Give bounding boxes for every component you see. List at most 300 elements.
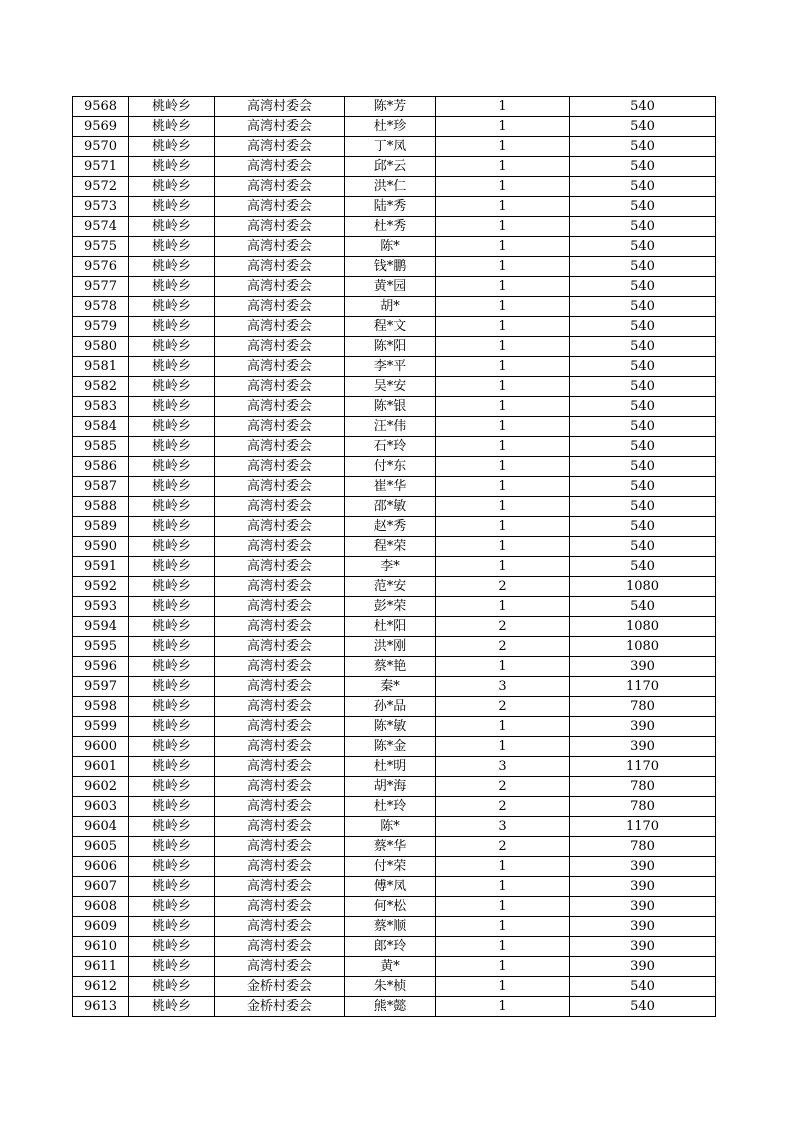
village-committee-cell: 高湾村委会 xyxy=(215,137,345,157)
table-row xyxy=(73,397,716,417)
household-count-cell: 2 xyxy=(436,837,570,857)
township-cell: 桃岭乡 xyxy=(129,477,215,497)
village-committee-cell: 高湾村委会 xyxy=(215,657,345,677)
household-count-cell: 1 xyxy=(436,597,570,617)
name-cell: 孙*品 xyxy=(345,697,436,717)
serial-number-cell: 9595 xyxy=(73,637,129,657)
village-committee-cell: 高湾村委会 xyxy=(215,317,345,337)
serial-number-cell: 9581 xyxy=(73,357,129,377)
name-cell: 郎*玲 xyxy=(345,937,436,957)
amount-cell: 540 xyxy=(570,417,716,437)
township-cell: 桃岭乡 xyxy=(129,977,215,997)
serial-number-cell: 9582 xyxy=(73,377,129,397)
household-count-cell: 1 xyxy=(436,657,570,677)
township-cell: 桃岭乡 xyxy=(129,557,215,577)
name-cell: 陈* xyxy=(345,817,436,837)
name-cell: 钱*鹏 xyxy=(345,257,436,277)
village-committee-cell: 高湾村委会 xyxy=(215,397,345,417)
name-cell: 付*荣 xyxy=(345,857,436,877)
name-cell: 秦* xyxy=(345,677,436,697)
village-committee-cell: 高湾村委会 xyxy=(215,957,345,977)
township-cell: 桃岭乡 xyxy=(129,517,215,537)
table-row xyxy=(73,777,716,797)
name-cell: 陈*敏 xyxy=(345,717,436,737)
village-committee-cell: 高湾村委会 xyxy=(215,817,345,837)
serial-number-cell: 9572 xyxy=(73,177,129,197)
serial-number-cell: 9586 xyxy=(73,457,129,477)
serial-number-cell: 9585 xyxy=(73,437,129,457)
household-count-cell: 1 xyxy=(436,277,570,297)
village-committee-cell: 高湾村委会 xyxy=(215,717,345,737)
amount-cell: 1080 xyxy=(570,637,716,657)
village-committee-cell: 高湾村委会 xyxy=(215,377,345,397)
village-committee-cell: 高湾村委会 xyxy=(215,857,345,877)
table-row xyxy=(73,837,716,857)
table-row xyxy=(73,817,716,837)
name-cell: 邱*云 xyxy=(345,157,436,177)
amount-cell: 390 xyxy=(570,657,716,677)
village-committee-cell: 高湾村委会 xyxy=(215,277,345,297)
household-count-cell: 2 xyxy=(436,797,570,817)
table-row xyxy=(73,297,716,317)
serial-number-cell: 9594 xyxy=(73,617,129,637)
table-row xyxy=(73,257,716,277)
serial-number-cell: 9610 xyxy=(73,937,129,957)
amount-cell: 540 xyxy=(570,317,716,337)
serial-number-cell: 9609 xyxy=(73,917,129,937)
township-cell: 桃岭乡 xyxy=(129,117,215,137)
serial-number-cell: 9577 xyxy=(73,277,129,297)
township-cell: 桃岭乡 xyxy=(129,917,215,937)
table-row xyxy=(73,677,716,697)
table-row xyxy=(73,197,716,217)
township-cell: 桃岭乡 xyxy=(129,457,215,477)
data-table xyxy=(72,96,716,1017)
household-count-cell: 1 xyxy=(436,397,570,417)
amount-cell: 540 xyxy=(570,157,716,177)
village-committee-cell: 高湾村委会 xyxy=(215,477,345,497)
household-count-cell: 1 xyxy=(436,937,570,957)
township-cell: 桃岭乡 xyxy=(129,257,215,277)
township-cell: 桃岭乡 xyxy=(129,677,215,697)
village-committee-cell: 高湾村委会 xyxy=(215,577,345,597)
name-cell: 杜*玲 xyxy=(345,797,436,817)
village-committee-cell: 高湾村委会 xyxy=(215,737,345,757)
name-cell: 洪*仁 xyxy=(345,177,436,197)
household-count-cell: 1 xyxy=(436,437,570,457)
amount-cell: 1170 xyxy=(570,817,716,837)
village-committee-cell: 高湾村委会 xyxy=(215,537,345,557)
table-row xyxy=(73,117,716,137)
township-cell: 桃岭乡 xyxy=(129,777,215,797)
table-row xyxy=(73,597,716,617)
table-row xyxy=(73,857,716,877)
household-count-cell: 3 xyxy=(436,677,570,697)
village-committee-cell: 高湾村委会 xyxy=(215,237,345,257)
table-body xyxy=(73,97,716,1017)
table-row xyxy=(73,157,716,177)
village-committee-cell: 高湾村委会 xyxy=(215,177,345,197)
household-count-cell: 2 xyxy=(436,777,570,797)
table-row xyxy=(73,657,716,677)
table-row xyxy=(73,797,716,817)
table-row xyxy=(73,137,716,157)
amount-cell: 390 xyxy=(570,917,716,937)
name-cell: 石*玲 xyxy=(345,437,436,457)
township-cell: 桃岭乡 xyxy=(129,717,215,737)
township-cell: 桃岭乡 xyxy=(129,897,215,917)
household-count-cell: 1 xyxy=(436,257,570,277)
serial-number-cell: 9579 xyxy=(73,317,129,337)
serial-number-cell: 9611 xyxy=(73,957,129,977)
serial-number-cell: 9569 xyxy=(73,117,129,137)
table-row xyxy=(73,177,716,197)
name-cell: 杜*明 xyxy=(345,757,436,777)
name-cell: 杜*阳 xyxy=(345,617,436,637)
amount-cell: 540 xyxy=(570,217,716,237)
serial-number-cell: 9578 xyxy=(73,297,129,317)
serial-number-cell: 9593 xyxy=(73,597,129,617)
household-count-cell: 1 xyxy=(436,317,570,337)
village-committee-cell: 高湾村委会 xyxy=(215,357,345,377)
amount-cell: 540 xyxy=(570,537,716,557)
table-row xyxy=(73,737,716,757)
serial-number-cell: 9568 xyxy=(73,97,129,117)
name-cell: 程*文 xyxy=(345,317,436,337)
household-count-cell: 2 xyxy=(436,617,570,637)
amount-cell: 540 xyxy=(570,97,716,117)
household-count-cell: 1 xyxy=(436,557,570,577)
table-row xyxy=(73,917,716,937)
village-committee-cell: 金桥村委会 xyxy=(215,997,345,1017)
household-count-cell: 1 xyxy=(436,977,570,997)
table-row xyxy=(73,957,716,977)
table-row xyxy=(73,317,716,337)
name-cell: 彭*荣 xyxy=(345,597,436,617)
amount-cell: 540 xyxy=(570,117,716,137)
household-count-cell: 1 xyxy=(436,877,570,897)
township-cell: 桃岭乡 xyxy=(129,417,215,437)
name-cell: 蔡*艳 xyxy=(345,657,436,677)
township-cell: 桃岭乡 xyxy=(129,137,215,157)
name-cell: 熊*懿 xyxy=(345,997,436,1017)
village-committee-cell: 高湾村委会 xyxy=(215,877,345,897)
village-committee-cell: 高湾村委会 xyxy=(215,437,345,457)
township-cell: 桃岭乡 xyxy=(129,757,215,777)
household-count-cell: 1 xyxy=(436,237,570,257)
township-cell: 桃岭乡 xyxy=(129,157,215,177)
name-cell: 蔡*顺 xyxy=(345,917,436,937)
name-cell: 吴*安 xyxy=(345,377,436,397)
village-committee-cell: 高湾村委会 xyxy=(215,417,345,437)
township-cell: 桃岭乡 xyxy=(129,577,215,597)
village-committee-cell: 高湾村委会 xyxy=(215,597,345,617)
name-cell: 朱*桢 xyxy=(345,977,436,997)
amount-cell: 390 xyxy=(570,877,716,897)
serial-number-cell: 9571 xyxy=(73,157,129,177)
amount-cell: 540 xyxy=(570,497,716,517)
table-row xyxy=(73,617,716,637)
amount-cell: 540 xyxy=(570,977,716,997)
serial-number-cell: 9601 xyxy=(73,757,129,777)
household-count-cell: 1 xyxy=(436,497,570,517)
serial-number-cell: 9576 xyxy=(73,257,129,277)
amount-cell: 540 xyxy=(570,377,716,397)
household-count-cell: 1 xyxy=(436,897,570,917)
township-cell: 桃岭乡 xyxy=(129,657,215,677)
table-row xyxy=(73,357,716,377)
household-count-cell: 1 xyxy=(436,857,570,877)
name-cell: 邵*敏 xyxy=(345,497,436,517)
serial-number-cell: 9602 xyxy=(73,777,129,797)
amount-cell: 390 xyxy=(570,897,716,917)
household-count-cell: 1 xyxy=(436,737,570,757)
household-count-cell: 3 xyxy=(436,817,570,837)
village-committee-cell: 高湾村委会 xyxy=(215,677,345,697)
table-row xyxy=(73,497,716,517)
township-cell: 桃岭乡 xyxy=(129,437,215,457)
table-row xyxy=(73,997,716,1017)
township-cell: 桃岭乡 xyxy=(129,317,215,337)
name-cell: 杜*秀 xyxy=(345,217,436,237)
household-count-cell: 1 xyxy=(436,377,570,397)
township-cell: 桃岭乡 xyxy=(129,537,215,557)
township-cell: 桃岭乡 xyxy=(129,217,215,237)
serial-number-cell: 9612 xyxy=(73,977,129,997)
village-committee-cell: 高湾村委会 xyxy=(215,97,345,117)
village-committee-cell: 高湾村委会 xyxy=(215,157,345,177)
amount-cell: 1080 xyxy=(570,577,716,597)
village-committee-cell: 高湾村委会 xyxy=(215,917,345,937)
household-count-cell: 2 xyxy=(436,697,570,717)
amount-cell: 540 xyxy=(570,237,716,257)
name-cell: 陆*秀 xyxy=(345,197,436,217)
table-row xyxy=(73,477,716,497)
amount-cell: 390 xyxy=(570,937,716,957)
name-cell: 丁*凤 xyxy=(345,137,436,157)
village-committee-cell: 高湾村委会 xyxy=(215,517,345,537)
name-cell: 黄*园 xyxy=(345,277,436,297)
amount-cell: 780 xyxy=(570,777,716,797)
amount-cell: 540 xyxy=(570,997,716,1017)
township-cell: 桃岭乡 xyxy=(129,277,215,297)
name-cell: 陈* xyxy=(345,237,436,257)
township-cell: 桃岭乡 xyxy=(129,997,215,1017)
serial-number-cell: 9573 xyxy=(73,197,129,217)
household-count-cell: 1 xyxy=(436,997,570,1017)
household-count-cell: 3 xyxy=(436,757,570,777)
township-cell: 桃岭乡 xyxy=(129,817,215,837)
village-committee-cell: 高湾村委会 xyxy=(215,257,345,277)
table-row xyxy=(73,757,716,777)
name-cell: 洪*刚 xyxy=(345,637,436,657)
household-count-cell: 1 xyxy=(436,177,570,197)
table-row xyxy=(73,637,716,657)
household-count-cell: 1 xyxy=(436,417,570,437)
amount-cell: 540 xyxy=(570,477,716,497)
name-cell: 陈*芳 xyxy=(345,97,436,117)
name-cell: 陈*阳 xyxy=(345,337,436,357)
household-count-cell: 1 xyxy=(436,157,570,177)
amount-cell: 540 xyxy=(570,137,716,157)
township-cell: 桃岭乡 xyxy=(129,377,215,397)
township-cell: 桃岭乡 xyxy=(129,597,215,617)
household-count-cell: 1 xyxy=(436,137,570,157)
township-cell: 桃岭乡 xyxy=(129,177,215,197)
amount-cell: 540 xyxy=(570,557,716,577)
amount-cell: 780 xyxy=(570,697,716,717)
amount-cell: 390 xyxy=(570,957,716,977)
village-committee-cell: 高湾村委会 xyxy=(215,797,345,817)
village-committee-cell: 高湾村委会 xyxy=(215,197,345,217)
serial-number-cell: 9600 xyxy=(73,737,129,757)
township-cell: 桃岭乡 xyxy=(129,837,215,857)
township-cell: 桃岭乡 xyxy=(129,237,215,257)
serial-number-cell: 9596 xyxy=(73,657,129,677)
table-row xyxy=(73,237,716,257)
serial-number-cell: 9598 xyxy=(73,697,129,717)
village-committee-cell: 高湾村委会 xyxy=(215,617,345,637)
amount-cell: 540 xyxy=(570,517,716,537)
name-cell: 陈*金 xyxy=(345,737,436,757)
table-row xyxy=(73,97,716,117)
township-cell: 桃岭乡 xyxy=(129,197,215,217)
township-cell: 桃岭乡 xyxy=(129,397,215,417)
table-row xyxy=(73,217,716,237)
serial-number-cell: 9599 xyxy=(73,717,129,737)
household-count-cell: 1 xyxy=(436,197,570,217)
household-count-cell: 2 xyxy=(436,637,570,657)
household-count-cell: 1 xyxy=(436,917,570,937)
township-cell: 桃岭乡 xyxy=(129,877,215,897)
serial-number-cell: 9574 xyxy=(73,217,129,237)
village-committee-cell: 高湾村委会 xyxy=(215,637,345,657)
village-committee-cell: 高湾村委会 xyxy=(215,757,345,777)
village-committee-cell: 高湾村委会 xyxy=(215,297,345,317)
amount-cell: 1170 xyxy=(570,677,716,697)
name-cell: 陈*银 xyxy=(345,397,436,417)
table-row xyxy=(73,517,716,537)
household-count-cell: 1 xyxy=(436,457,570,477)
name-cell: 崔*华 xyxy=(345,477,436,497)
table-row xyxy=(73,277,716,297)
amount-cell: 780 xyxy=(570,797,716,817)
amount-cell: 540 xyxy=(570,437,716,457)
township-cell: 桃岭乡 xyxy=(129,357,215,377)
village-committee-cell: 高湾村委会 xyxy=(215,937,345,957)
name-cell: 范*安 xyxy=(345,577,436,597)
township-cell: 桃岭乡 xyxy=(129,97,215,117)
name-cell: 黄* xyxy=(345,957,436,977)
household-count-cell: 1 xyxy=(436,97,570,117)
serial-number-cell: 9607 xyxy=(73,877,129,897)
name-cell: 李* xyxy=(345,557,436,577)
household-count-cell: 1 xyxy=(436,117,570,137)
table-row xyxy=(73,577,716,597)
township-cell: 桃岭乡 xyxy=(129,697,215,717)
table-row xyxy=(73,897,716,917)
name-cell: 赵*秀 xyxy=(345,517,436,537)
household-count-cell: 1 xyxy=(436,357,570,377)
table-row xyxy=(73,697,716,717)
table-row xyxy=(73,437,716,457)
village-committee-cell: 高湾村委会 xyxy=(215,497,345,517)
amount-cell: 540 xyxy=(570,357,716,377)
serial-number-cell: 9583 xyxy=(73,397,129,417)
serial-number-cell: 9580 xyxy=(73,337,129,357)
household-count-cell: 1 xyxy=(436,717,570,737)
name-cell: 汪*伟 xyxy=(345,417,436,437)
table-row xyxy=(73,557,716,577)
serial-number-cell: 9613 xyxy=(73,997,129,1017)
amount-cell: 540 xyxy=(570,397,716,417)
name-cell: 何*松 xyxy=(345,897,436,917)
amount-cell: 390 xyxy=(570,857,716,877)
village-committee-cell: 高湾村委会 xyxy=(215,217,345,237)
name-cell: 杜*珍 xyxy=(345,117,436,137)
village-committee-cell: 高湾村委会 xyxy=(215,697,345,717)
table-row xyxy=(73,457,716,477)
table-row xyxy=(73,337,716,357)
name-cell: 蔡*华 xyxy=(345,837,436,857)
serial-number-cell: 9592 xyxy=(73,577,129,597)
serial-number-cell: 9606 xyxy=(73,857,129,877)
township-cell: 桃岭乡 xyxy=(129,637,215,657)
township-cell: 桃岭乡 xyxy=(129,297,215,317)
village-committee-cell: 高湾村委会 xyxy=(215,337,345,357)
amount-cell: 390 xyxy=(570,717,716,737)
table-row xyxy=(73,977,716,997)
name-cell: 李*平 xyxy=(345,357,436,377)
table-row xyxy=(73,877,716,897)
village-committee-cell: 高湾村委会 xyxy=(215,557,345,577)
amount-cell: 1170 xyxy=(570,757,716,777)
serial-number-cell: 9603 xyxy=(73,797,129,817)
serial-number-cell: 9575 xyxy=(73,237,129,257)
serial-number-cell: 9570 xyxy=(73,137,129,157)
amount-cell: 1080 xyxy=(570,617,716,637)
serial-number-cell: 9605 xyxy=(73,837,129,857)
amount-cell: 540 xyxy=(570,257,716,277)
amount-cell: 390 xyxy=(570,737,716,757)
village-committee-cell: 高湾村委会 xyxy=(215,457,345,477)
name-cell: 付*东 xyxy=(345,457,436,477)
township-cell: 桃岭乡 xyxy=(129,937,215,957)
serial-number-cell: 9604 xyxy=(73,817,129,837)
household-count-cell: 2 xyxy=(436,577,570,597)
township-cell: 桃岭乡 xyxy=(129,617,215,637)
amount-cell: 540 xyxy=(570,197,716,217)
name-cell: 胡*海 xyxy=(345,777,436,797)
amount-cell: 540 xyxy=(570,297,716,317)
amount-cell: 780 xyxy=(570,837,716,857)
household-count-cell: 1 xyxy=(436,337,570,357)
household-count-cell: 1 xyxy=(436,537,570,557)
household-count-cell: 1 xyxy=(436,217,570,237)
township-cell: 桃岭乡 xyxy=(129,497,215,517)
household-count-cell: 1 xyxy=(436,297,570,317)
household-count-cell: 1 xyxy=(436,517,570,537)
amount-cell: 540 xyxy=(570,177,716,197)
township-cell: 桃岭乡 xyxy=(129,957,215,977)
table-row xyxy=(73,537,716,557)
household-count-cell: 1 xyxy=(436,957,570,977)
household-count-cell: 1 xyxy=(436,477,570,497)
table-row xyxy=(73,717,716,737)
township-cell: 桃岭乡 xyxy=(129,797,215,817)
serial-number-cell: 9608 xyxy=(73,897,129,917)
amount-cell: 540 xyxy=(570,597,716,617)
